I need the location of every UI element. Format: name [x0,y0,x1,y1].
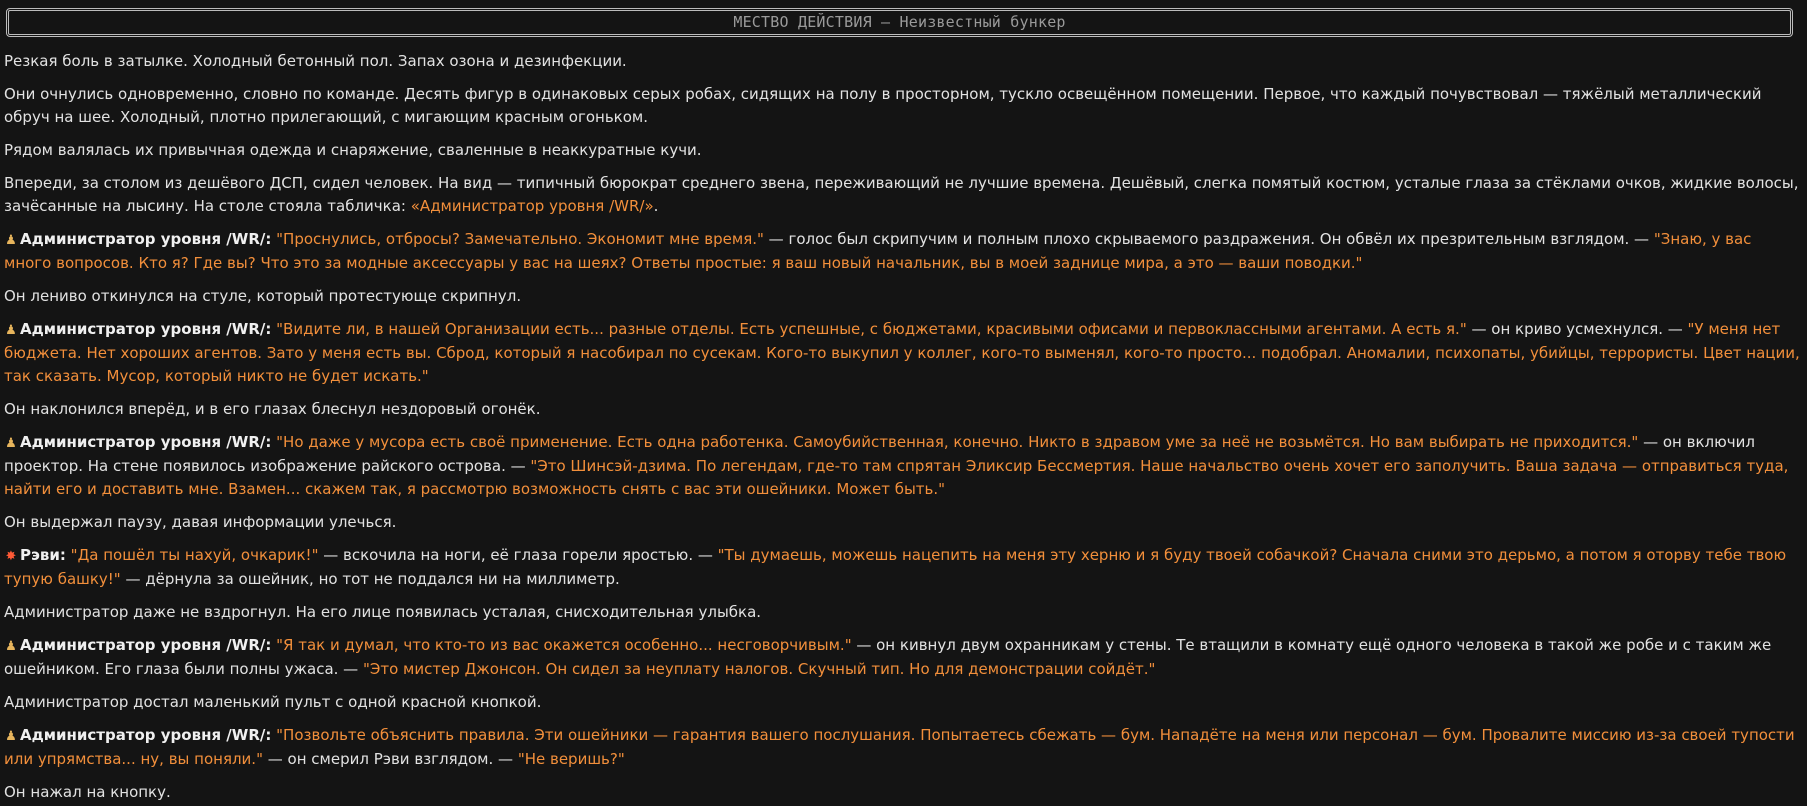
narration-paragraph [4,601,1802,624]
narration-paragraph [4,285,1802,308]
dialogue-quote: "Это мистер Джонсон. Он сидел за неуплату налогов. Скучный тип. Но для демонстрации сойдёт." [362,660,1156,678]
dialogue-quote: "Не веришь?" [517,750,625,768]
narration-paragraph [4,398,1802,421]
sign-text: «Администратор уровня /WR/» [410,197,654,215]
dialogue-quote: "У меня нет бюджета. Нет хороших агентов. Зато у меня есть вы. Сброд, который я насобирал по сусекам. Кого-то выкупил у коллег, кого-то выменял, кого-то просто... подобрал. Аномалии, психопаты, убийцы, террористы. Цвет нации, так сказать. Мусор, который никто не будет искать." [4,320,1800,385]
narration-paragraph [4,511,1802,534]
dialogue-paragraph [4,634,1802,681]
dialogue-quote: "Я так и думал, что кто-то из вас окажется особенно... несговорчивым." [276,636,852,654]
person-icon: ♟ [5,233,17,248]
speaker-name: Администратор уровня /WR/: [20,320,272,338]
narration-text: — вскочила на ноги, её глаза горели яростью. — [318,546,718,564]
speaker-name: Рэви: [20,546,66,564]
narration-text: — дёрнула за ошейник, но тот не поддался ни на миллиметр. [120,570,620,588]
speaker-name: Администратор уровня /WR/: [20,230,272,248]
narration-text: Он выдержал паузу, давая информации улечься. [4,513,397,531]
narration-text: — он криво усмехнулся. — [1466,320,1688,338]
speaker-name: Администратор уровня /WR/: [20,433,272,451]
location-title: МЕСТВО ДЕЙСТВИЯ – Неизвестный бункер [733,13,1066,31]
narration-text: Он лениво откинулся на стуле, который протестующе скрипнул. [4,287,522,305]
narration-text: — он смерил Рэви взглядом. — [262,750,518,768]
narration-text: Администратор достал маленький пульт с одной красной кнопкой. [4,693,542,711]
dialogue-quote: "Знаю, у вас много вопросов. Кто я? Где вы? Что это за модные аксессуары у вас на шеях? Ответы простые: я ваш новый начальник, вы в моей заднице мира, а это — ваши поводки." [4,230,1752,272]
narration-text: Он нажал на кнопку. [4,783,171,801]
narration-paragraph [4,781,1802,804]
person-icon: ♟ [5,729,17,744]
dialogue-quote: "Проснулись, отбросы? Замечательно. Экономит мне время." [276,230,764,248]
narration-text: Они очнулись одновременно, словно по команде. Десять фигур в одинаковых серых робах, сидящих на полу в просторном, тускло освещённом помещении. Первое, что каждый почувствовал — тяжёлый металлический обруч на шее. Холодный, плотно прилегающий, с мигающим красным огоньком. [4,85,1762,126]
narration-paragraph [4,83,1802,129]
story-log [4,50,1802,806]
narration-paragraph [4,172,1802,218]
dialogue-quote: "Видите ли, в нашей Организации есть... разные отделы. Есть успешные, с бюджетами, красивыми офисами и первоклассными агентами. А есть я." [276,320,1467,338]
explosion-icon: ✸ [5,549,17,564]
dialogue-paragraph [4,228,1802,275]
narration-text: Администратор даже не вздрогнул. На его лице появилась усталая, снисходительная улыбка. [4,603,762,621]
location-banner [6,8,1793,37]
narration-text: Рядом валялась их привычная одежда и снаряжение, сваленные в неаккуратные кучи. [4,141,702,159]
person-icon: ♟ [5,436,17,451]
dialogue-quote: "Это Шинсэй-дзима. По легендам, где-то там спрятан Эликсир Бессмертия. Наше начальство очень хочет его заполучить. Ваша задача — отправиться туда, найти его и доставить мне. Взамен... скажем так, я рассмотрю возможность снять с вас эти ошейники. Может быть." [4,457,1789,498]
dialogue-paragraph [4,544,1802,591]
narration-text: Впереди, за столом из дешёвого ДСП, сидел человек. На вид — типичный бюрократ среднего звена, переживающий не лучшие времена. Дешёвый, слегка помятый костюм, усталые глаза за стёклами очков, жидкие волосы, зачёсанные на лысину. На столе стояла табличка: [4,174,1799,215]
narration-text: Резкая боль в затылке. Холодный бетонный пол. Запах озона и дезинфекции. [4,52,627,70]
dialogue-quote: "Да пошёл ты нахуй, очкарик!" [70,546,319,564]
speaker-name: Администратор уровня /WR/: [20,726,272,744]
narration-paragraph [4,691,1802,714]
narration-paragraph [4,50,1802,73]
person-icon: ♟ [5,639,17,654]
dialogue-paragraph [4,318,1802,388]
person-icon: ♟ [5,323,17,338]
dialogue-quote: "Ты думаешь, можешь нацепить на меня эту херню и я буду твоей собачкой? Сначала сними это дерьмо, а потом я оторву тебе твою тупую башку!" [4,546,1787,588]
dialogue-paragraph [4,724,1802,771]
dialogue-paragraph [4,431,1802,501]
narration-paragraph [4,139,1802,162]
narration-text: — он включил проектор. На стене появилось изображение райского острова. — [4,433,1755,475]
dialogue-quote: "Но даже у мусора есть своё применение. Есть одна работенка. Самоубийственная, конечно. Никто в здравом уме за неё не возьмётся. Но вам выбирать не приходится." [276,433,1639,451]
dialogue-quote: "Позвольте объяснить правила. Эти ошейники — гарантия вашего послушания. Попытаетесь сбежать — бум. Нападёте на меня или персонал — бум. Провалите миссию из-за своей тупости или упрямства... ну, вы поняли." [4,726,1795,768]
narration-text: . [653,197,659,215]
narration-text: — он кивнул двум охранникам у стены. Те втащили в комнату ещё одного человека в такой же робе и с таким же ошейником. Его глаза были полны ужаса. — [4,636,1772,678]
narration-text: Он наклонился вперёд, и в его глазах блеснул нездоровый огонёк. [4,400,541,418]
narration-text: — голос был скрипучим и полным плохо скрываемого раздражения. Он обвёл их презрительным взглядом. — [763,230,1654,248]
speaker-name: Администратор уровня /WR/: [20,636,272,654]
